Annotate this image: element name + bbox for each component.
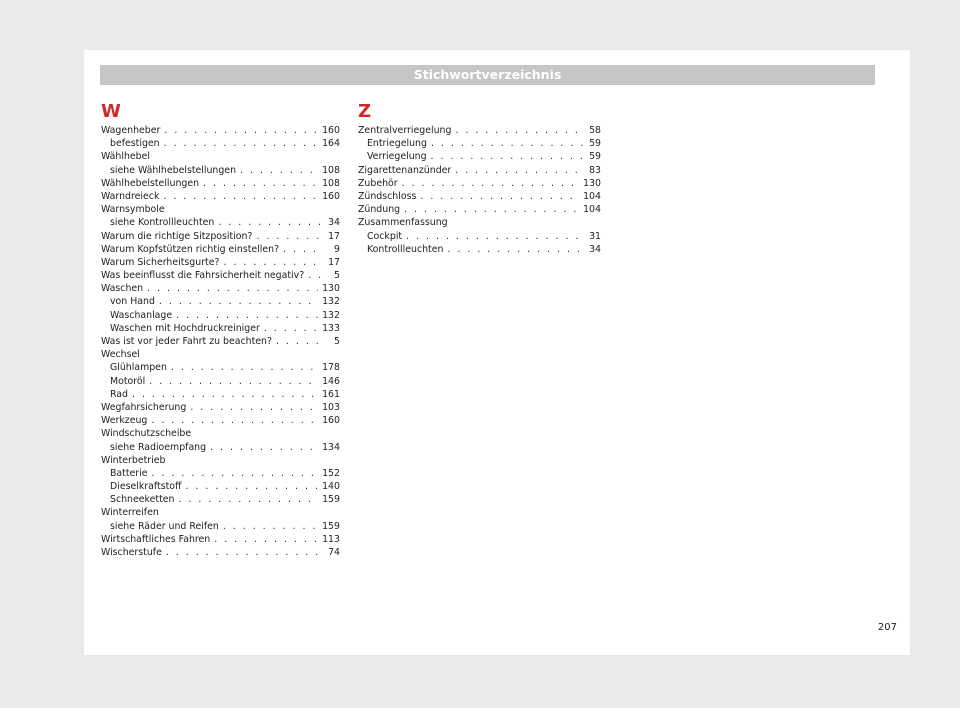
index-heading: Zusammenfassung bbox=[358, 217, 448, 229]
index-subentry: siehe Kontrollleuchten . . . 34 bbox=[101, 216, 340, 229]
index-entry: Wischerstufe . . . 74 bbox=[101, 546, 340, 559]
index-heading: Warnsymbole bbox=[101, 204, 165, 216]
index-subentry: Entriegelung . . . 59 bbox=[358, 137, 601, 150]
index-entry: Warndreieck . . . 160 bbox=[101, 190, 340, 203]
index-entry: Was ist vor jeder Fahrt zu beachten? . . . 5 bbox=[101, 335, 340, 348]
index-column-w bbox=[101, 100, 340, 559]
index-entry: Was beeinflusst die Fahrsicherheit negativ? . . . 5 bbox=[101, 269, 340, 282]
index-entry: Zentralverriegelung . . . 58 bbox=[358, 124, 601, 137]
index-subentry: Motoröl . . . 146 bbox=[101, 375, 340, 388]
page-header-title: Stichwortverzeichnis bbox=[100, 65, 875, 85]
index-heading: Winterreifen bbox=[101, 507, 159, 519]
index-subentry: Batterie . . . 152 bbox=[101, 467, 340, 480]
index-entry: Warum die richtige Sitzposition? . . . 17 bbox=[101, 230, 340, 243]
index-heading: Wechsel bbox=[101, 349, 140, 361]
index-entry: Zigarettenanzünder . . . 83 bbox=[358, 164, 601, 177]
index-entry: Wagenheber . . . 160 bbox=[101, 124, 340, 137]
index-subentry: siehe Radioempfang . . . 134 bbox=[101, 441, 340, 454]
section-letter-w: W bbox=[101, 101, 121, 122]
index-subentry: Verriegelung . . . 59 bbox=[358, 150, 601, 163]
index-entry: Wählhebelstellungen . . . 108 bbox=[101, 177, 340, 190]
index-subentry: Dieselkraftstoff . . . 140 bbox=[101, 480, 340, 493]
index-page bbox=[84, 50, 910, 655]
index-subentry: siehe Wählhebelstellungen . . . 108 bbox=[101, 164, 340, 177]
index-subentry: von Hand . . . 132 bbox=[101, 295, 340, 308]
index-entry: Wirtschaftliches Fahren . . . 113 bbox=[101, 533, 340, 546]
index-heading: Windschutzscheibe bbox=[101, 428, 192, 440]
index-subentry: Waschen mit Hochdruckreiniger . . . 133 bbox=[101, 322, 340, 335]
index-entry: Waschen . . . 130 bbox=[101, 282, 340, 295]
index-subentry: befestigen . . . 164 bbox=[101, 137, 340, 150]
index-entry: Warum Sicherheitsgurte? . . . 17 bbox=[101, 256, 340, 269]
index-subentry: Schneeketten . . . 159 bbox=[101, 493, 340, 506]
index-entry: Zündung . . . 104 bbox=[358, 203, 601, 216]
section-letter-z: Z bbox=[358, 101, 372, 122]
index-subentry: Kontrollleuchten . . . 34 bbox=[358, 243, 601, 256]
index-subentry: Rad . . . 161 bbox=[101, 388, 340, 401]
index-entry: Wegfahrsicherung . . . 103 bbox=[101, 401, 340, 414]
index-entry: Zubehör . . . 130 bbox=[358, 177, 601, 190]
index-subentry: Cockpit . . . 31 bbox=[358, 230, 601, 243]
index-subentry: Waschanlage . . . 132 bbox=[101, 309, 340, 322]
index-subentry: siehe Räder und Reifen . . . 159 bbox=[101, 520, 340, 533]
index-entry: Zündschloss . . . 104 bbox=[358, 190, 601, 203]
index-heading: Wählhebel bbox=[101, 151, 150, 163]
index-entry: Werkzeug . . . 160 bbox=[101, 414, 340, 427]
index-heading: Winterbetrieb bbox=[101, 454, 166, 466]
index-column-z bbox=[358, 100, 601, 256]
index-entry: Warum Kopfstützen richtig einstellen? . . . 9 bbox=[101, 243, 340, 256]
index-subentry: Glühlampen . . . 178 bbox=[101, 361, 340, 374]
page-number: 207 bbox=[877, 622, 897, 633]
